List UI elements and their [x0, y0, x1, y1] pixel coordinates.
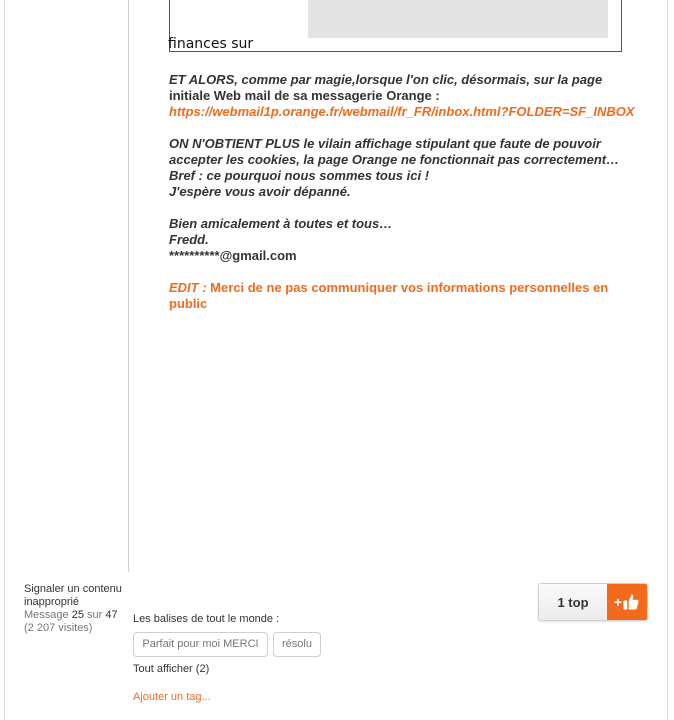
post-line: initiale Web mail de sa messagerie Orange :	[169, 88, 440, 103]
message-position: Message 25 sur 47	[24, 609, 118, 621]
quoted-image-placeholder	[308, 0, 608, 38]
post-line: ON N'OBTIENT PLUS le vilain affichage stipulant que faute de pouvoir	[169, 136, 601, 151]
add-tag-link[interactable]: Ajouter un tag...	[133, 691, 211, 703]
tags-heading: Les balises de tout le monde :	[133, 613, 280, 625]
show-all-tags[interactable]: Tout afficher (2)	[133, 663, 210, 675]
post-email: **********@gmail.com	[169, 248, 297, 263]
edit-text: Merci de ne pas communiquer vos informations personnelles en	[206, 280, 609, 295]
post-line: Bref : ce pourquoi nous sommes tous ici !	[169, 168, 430, 183]
edit-label: EDIT :	[169, 280, 207, 295]
tag-list	[133, 632, 321, 657]
tag-item[interactable]: résolu	[273, 632, 321, 657]
quoted-text: finances sur	[168, 36, 254, 52]
tags-section	[133, 613, 321, 703]
post-line: ET ALORS, comme par magie,lorsque l'on clic, désormais, sur la page	[169, 72, 603, 87]
visit-count: (2 207 visites)	[24, 622, 93, 634]
thumbs-up-icon	[622, 593, 640, 611]
post-line: Bien amicalement à toutes et tous…	[169, 216, 393, 231]
post-line: Fredd.	[169, 232, 209, 247]
message-meta	[24, 583, 128, 635]
tag-item[interactable]: Parfait pour moi MERCI	[133, 632, 268, 657]
report-link[interactable]: Signaler un contenu inapproprié	[24, 583, 122, 608]
column-divider	[128, 0, 129, 572]
post-line: accepter les cookies, la page Orange ne fonctionnait pas correctement…	[169, 152, 620, 167]
edit-note-line2: public	[169, 296, 208, 311]
edit-note	[169, 280, 649, 296]
kudos-widget	[538, 583, 648, 621]
kudos-button[interactable]	[607, 584, 647, 620]
webmail-link[interactable]: https://webmail1p.orange.fr/webmail/fr_FR/inbox.html?FOLDER=SF_INBOX	[169, 104, 635, 119]
plus-sign: +	[613, 594, 623, 610]
post-body	[169, 72, 649, 312]
post-line: J'espère vous avoir dépanné.	[169, 184, 351, 199]
kudos-count: 1 top	[539, 584, 607, 620]
